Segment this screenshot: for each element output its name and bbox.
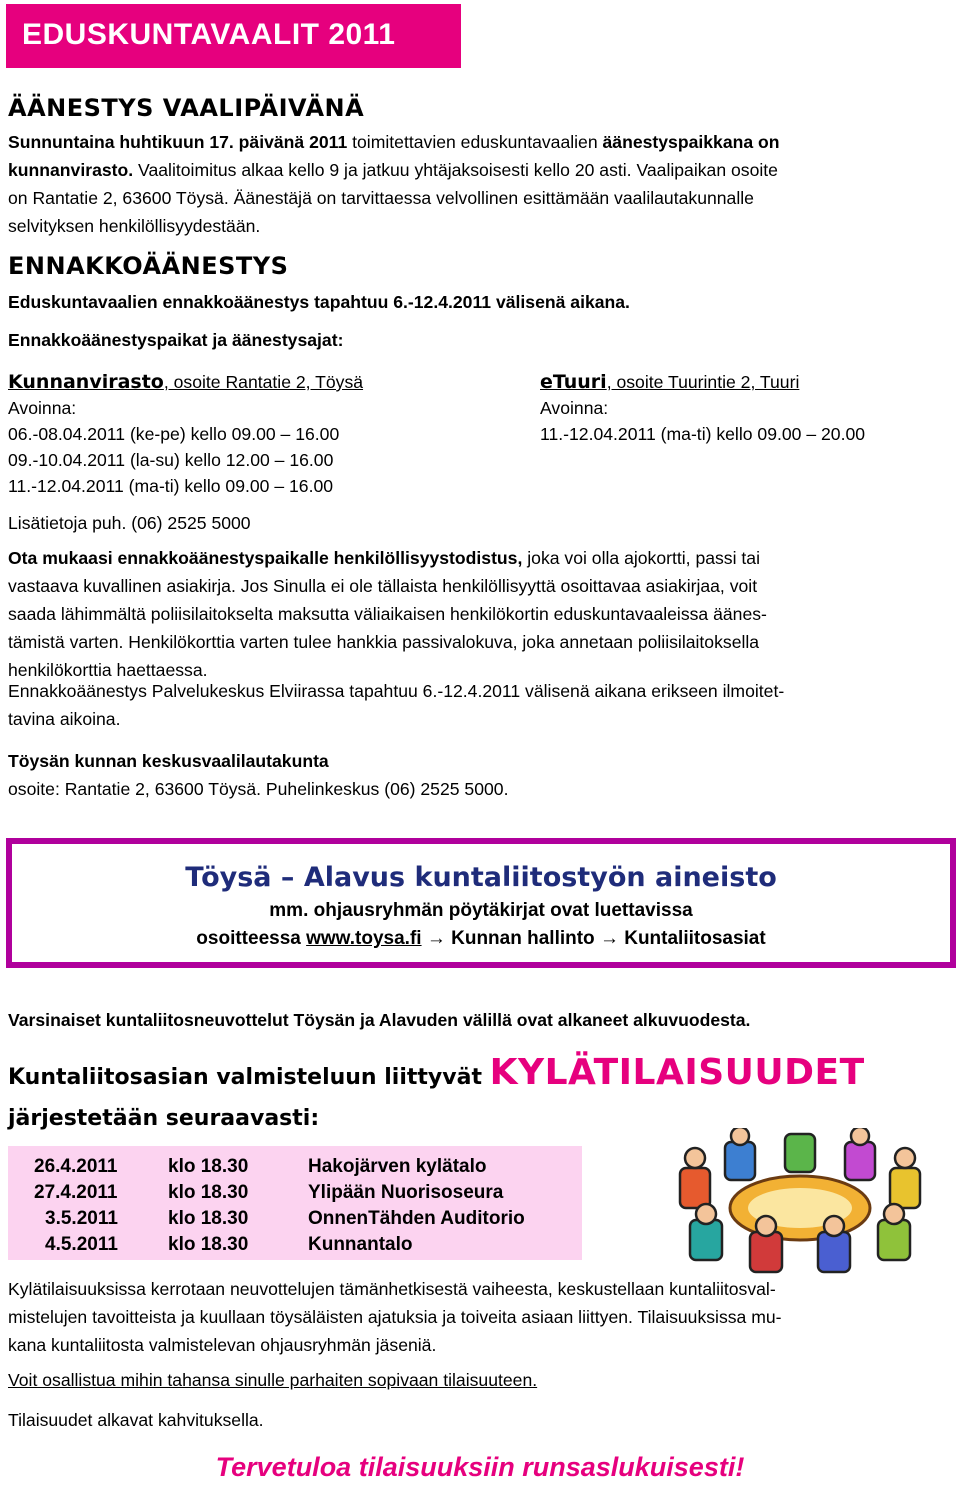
elviira-paragraph [8,677,952,733]
schedule-date: 4.5.2011 [45,1234,118,1255]
box-title: Töysä – Alavus kuntaliitostyön aineisto [185,862,777,893]
vaalipaiva-place: äänestyspaikkana on [602,132,780,152]
box-address-path: → Kunnan hallinto → Kuntaliitosasiat [421,928,766,949]
ennakko-places-heading: Ennakkoäänestyspaikat ja äänestysajat: [8,330,344,350]
welcome-message: Tervetuloa tilaisuuksiin runsaslukuisesti! [215,1452,745,1482]
participation-note: Voit osallistua mihin tahansa sinulle parhaiten sopivaan tilaisuuteen. [8,1370,538,1390]
vaalipaiva-office: kunnanvirasto. [8,160,134,180]
schedule-date: 26.4.2011 [34,1156,118,1177]
kunnanvirasto-time: 06.-08.04.2011 (ke-pe) kello 09.00 – 16.00 [8,424,340,444]
id-requirement-paragraph [8,544,952,684]
place-kunnanvirasto [8,369,363,499]
schedule-place: Ylipään Nuorisoseura [308,1182,504,1203]
etuuri-address: , osoite Tuurintie 2, Tuuri [606,372,800,392]
id-requirement-text: joka voi olla ajokortti, passi tai [522,548,760,568]
elviira-line: tavina aikoina. [8,709,121,729]
closing-paragraph [8,1275,952,1359]
kunnanvirasto-open-label: Avoinna: [8,398,77,418]
closing-line: kana kuntaliitosta valmistelevan ohjausryhmän jäseniä. [8,1335,437,1355]
id-requirement-line: saada lähimmältä poliisilaitokselta maksutta väliaikaisen henkilökortin eduskuntavaaleissa äänes- [8,604,767,624]
id-requirement-line: vastaava kuvallinen asiakirja. Jos Sinulla ei ole tällaista henkilöllisyyttä osoittavaa asiakirjaa, voit [8,576,758,596]
elviira-line: Ennakkoäänestys Palvelukeskus Elviirassa tapahtuu 6.-12.4.2011 välisenä aikana erikseen ilmoitet- [8,681,785,701]
id-requirement-line: henkilökorttia haettaessa. [8,660,208,680]
meeting-schedule-box [8,1146,582,1260]
box-line-minutes: mm. ohjausryhmän pöytäkirjat ovat luettavissa [269,900,693,921]
banner-title: EDUSKUNTAVAALIT 2011 [22,18,396,51]
schedule-place: Kunnantalo [308,1234,413,1255]
meeting-circle-illustration [650,1128,950,1278]
vaalilautakunta-name: Töysän kunnan keskusvaalilautakunta [8,751,329,771]
schedule-time: klo 18.30 [168,1156,249,1177]
vaalilautakunta-address: osoite: Rantatie 2, 63600 Töysä. Puhelinkeskus (06) 2525 5000. [8,779,509,799]
schedule-place: Hakojärven kylätalo [308,1156,487,1177]
coffee-note: Tilaisuudet alkavat kahvituksella. [8,1410,264,1430]
id-requirement-bold: Ota mukaasi ennakkoäänestyspaikalle henkilöllisyystodistus, [8,548,523,568]
kylatilaisuudet-lead: Kuntaliitosasian valmisteluun liittyvät [8,1065,490,1090]
kylatilaisuudet-lead2: järjestetään seuraavasti: [8,1106,320,1131]
box-address-prefix: osoitteessa [196,928,307,949]
ennakko-period: Eduskuntavaalien ennakkoäänestys tapahtuu 6.-12.4.2011 välisenä aikana. [8,292,630,312]
etuuri-open-label: Avoinna: [540,398,609,418]
vaalilautakunta-contact [8,747,508,803]
ennakko-info-phone: Lisätietoja puh. (06) 2525 5000 [8,513,251,533]
kunnanvirasto-address: , osoite Rantatie 2, Töysä [163,372,364,392]
place-etuuri [540,369,865,447]
schedule-date: 27.4.2011 [34,1182,118,1203]
neuvottelut-notice: Varsinaiset kuntaliitosneuvottelut Töysän ja Alavuden välillä ovat alkaneet alkuvuodesta. [8,1010,751,1030]
vaalipaiva-hours: Vaalitoimitus alkaa kello 9 ja jatkuu yhtäjaksoisesti kello 20 asti. Vaalipaikan osoite [133,160,778,180]
vaalipaiva-heading: ÄÄNESTYS VAALIPÄIVÄNÄ [8,94,365,122]
vaalipaiva-paragraph [8,128,952,240]
kunnanvirasto-time: 09.-10.04.2011 (la-su) kello 12.00 – 16.00 [8,450,334,470]
kylatilaisuudet-heading [8,1052,865,1093]
vaalipaiva-date: Sunnuntaina huhtikuun 17. päivänä 2011 [8,132,348,152]
etuuri-name: eTuuri [540,371,607,393]
closing-line: Kylätilaisuuksissa kerrotaan neuvottelujen tämänhetkisestä vaiheesta, keskustellaan kuntaliitosval- [8,1279,776,1299]
kunnanvirasto-name: Kunnanvirasto [8,371,164,393]
schedule-time: klo 18.30 [168,1234,249,1255]
kuntaliitos-info-box [6,838,956,968]
schedule-place: OnnenTähden Auditorio [308,1208,525,1229]
kunnanvirasto-time: 11.-12.04.2011 (ma-ti) kello 09.00 – 16.00 [8,476,334,496]
closing-line: mistelujen tavoitteista ja kuullaan töysäläisten ajatuksia ja toiveita asiaan liittyen. Tilaisuuksissa mu- [8,1307,782,1327]
schedule-date: 3.5.2011 [45,1208,118,1229]
title-banner [6,4,461,68]
vaalipaiva-id-note: selvityksen henkilöllisyydestään. [8,216,261,236]
ennakko-heading: ENNAKKOÄÄNESTYS [8,252,289,280]
box-line-address [12,928,950,950]
vaalipaiva-address: on Rantatie 2, 63600 Töysä. Äänestäjä on tarvittaessa velvollinen esittämään vaalilautakunnalle [8,188,754,208]
vaalipaiva-text: toimitettavien eduskuntavaalien [347,132,603,152]
id-requirement-line: tämistä varten. Henkilökorttia varten tulee hankkia passivalokuva, joka annetaan poliisilaitoksella [8,632,760,652]
kylatilaisuudet-highlight: KYLÄTILAISUUDET [489,1052,865,1093]
schedule-time: klo 18.30 [168,1208,249,1229]
toysa-website-link[interactable]: www.toysa.fi [306,928,422,949]
schedule-time: klo 18.30 [168,1182,249,1203]
etuuri-time: 11.-12.04.2011 (ma-ti) kello 09.00 – 20.00 [540,424,866,444]
